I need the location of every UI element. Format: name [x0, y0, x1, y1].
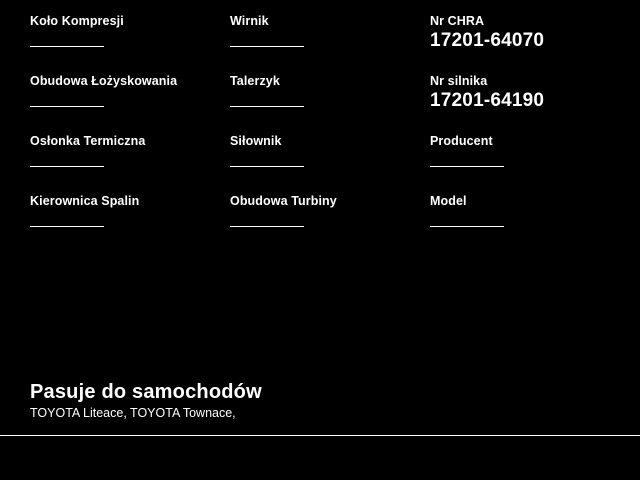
spec-value: 17201-64070	[430, 30, 545, 51]
spec-value: 17201-64190	[430, 90, 545, 111]
spec-underline	[30, 166, 104, 167]
spec-label: Obudowa Turbiny	[230, 194, 337, 208]
spec-cell-wirnik	[200, 14, 400, 74]
spec-label: Osłonka Termiczna	[30, 134, 146, 148]
spec-grid	[0, 14, 640, 254]
spec-cell-model	[400, 194, 640, 254]
spec-label: Obudowa Łożyskowania	[30, 74, 178, 88]
spec-cell-obudowa-lozyskowania	[0, 74, 200, 134]
spec-label: Kierownica Spalin	[30, 194, 140, 208]
spec-label: Model	[430, 194, 467, 208]
spec-cell-silownik	[200, 134, 400, 194]
spec-cell-oslonka-termiczna	[0, 134, 200, 194]
spec-label: Producent	[430, 134, 493, 148]
fits-vehicles-block	[30, 380, 590, 421]
spec-cell-kierownica-spalin	[0, 194, 200, 254]
spec-underline	[230, 46, 304, 47]
spec-cell-talerzyk	[200, 74, 400, 134]
spec-cell-obudowa-turbiny	[200, 194, 400, 254]
spec-underline	[430, 166, 504, 167]
fits-vehicles-title: Pasuje do samochodów	[30, 381, 262, 403]
bottom-divider	[0, 435, 640, 436]
spec-cell-producent	[400, 134, 640, 194]
spec-underline	[30, 46, 104, 47]
spec-cell-kolo-kompresji	[0, 14, 200, 74]
spec-underline	[30, 106, 104, 107]
spec-label: Nr silnika	[430, 74, 488, 88]
spec-cell-nr-silnika	[400, 74, 640, 134]
fits-vehicles-list: TOYOTA Liteace, TOYOTA Townace,	[30, 406, 236, 420]
spec-underline	[230, 226, 304, 227]
spec-label: Talerzyk	[230, 74, 280, 88]
spec-underline	[230, 166, 304, 167]
spec-underline	[30, 226, 104, 227]
spec-label: Wirnik	[230, 14, 269, 28]
spec-label: Koło Kompresji	[30, 14, 124, 28]
spec-label: Siłownik	[230, 134, 282, 148]
spec-underline	[430, 226, 504, 227]
spec-underline	[230, 106, 304, 107]
spec-label: Nr CHRA	[430, 14, 485, 28]
spec-cell-nr-chra	[400, 14, 640, 74]
